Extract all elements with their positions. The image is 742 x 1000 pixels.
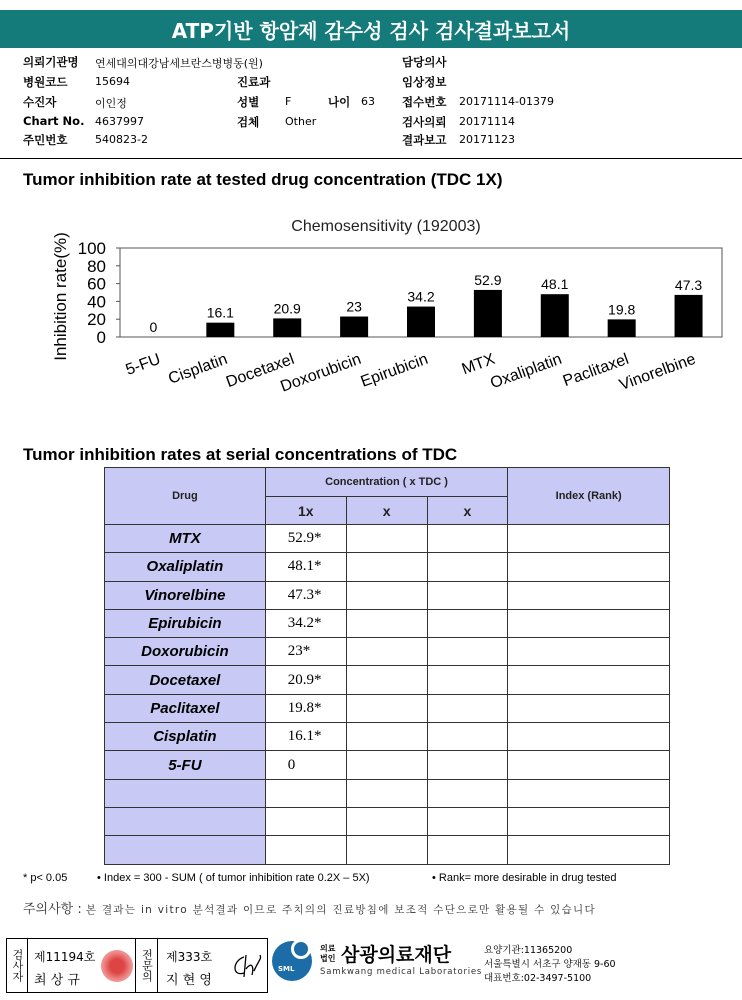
conc-x-value-cell <box>427 581 508 609</box>
y-tick-label: 80 <box>87 256 106 276</box>
conc-1x-value-cell <box>265 836 346 864</box>
age-label: 나이 <box>328 95 351 109</box>
report-date-value: 20171123 <box>459 133 515 146</box>
doctor-label: 담당의사 <box>402 55 447 69</box>
data-label: 20.9 <box>273 300 301 317</box>
caution-text: 본 결과는 in vitro 분석결과 이므로 주치의의 진료방침에 보조적 수단으로만 활용될 수 있습니다 <box>85 904 596 916</box>
x-tick-label: Doxorubicin <box>278 350 364 396</box>
table-row <box>105 779 670 807</box>
resident-no-value: 540823-2 <box>95 133 148 146</box>
data-label: 47.3 <box>674 276 703 293</box>
chemosensitivity-chart <box>0 200 742 420</box>
y-axis-label: Inhibition rate(%) <box>51 232 70 361</box>
specimen-value: Other <box>285 115 317 128</box>
foundation-name: 삼광의료재단 <box>341 944 452 966</box>
resident-no-label: 주민번호 <box>23 133 68 147</box>
y-tick-label: 40 <box>87 292 106 312</box>
footnote-p-value: * p< 0.05 <box>23 872 68 884</box>
bar-docetaxel <box>273 318 301 337</box>
bar-oxaliplatin <box>541 294 569 337</box>
index-rank-cell <box>508 609 670 637</box>
x-tick-label: MTX <box>459 350 498 379</box>
conc-x-value-cell <box>427 666 508 694</box>
conc-1x-value-cell <box>265 779 346 807</box>
conc-1x-value-cell: 19.8* <box>265 694 346 722</box>
caution-note <box>23 898 596 917</box>
conc-1x-value-cell: 16.1* <box>265 723 346 751</box>
conc-1x-value-cell: 20.9* <box>265 666 346 694</box>
bar-cisplatin <box>206 323 234 337</box>
conc-x-value-cell <box>427 751 508 779</box>
handwritten-signature <box>230 951 264 981</box>
conc-x-value-cell <box>427 779 508 807</box>
conc-x-value-cell <box>346 553 427 581</box>
drug-name-cell: Cisplatin <box>105 723 266 751</box>
sex-value: F <box>285 95 292 108</box>
conc-x-header: x <box>427 497 508 525</box>
data-label: 52.9 <box>474 271 502 288</box>
foundation-prefix <box>320 944 335 964</box>
report-date-label: 결과보고 <box>402 133 447 147</box>
examiner-license: 제11194호 <box>34 950 96 964</box>
footnote-index: • Index = 300 - SUM ( of tumor inhibition rate 0.2X – 5X) <box>97 872 370 884</box>
index-rank-cell <box>508 836 670 864</box>
drug-name-cell <box>105 836 266 864</box>
clinical-info-label: 임상정보 <box>402 75 447 89</box>
specialist-name: 지 현 영 <box>166 973 212 988</box>
index-rank-cell <box>508 779 670 807</box>
conc-x-value-cell <box>346 723 427 751</box>
hospital-code-value: 15694 <box>95 75 130 88</box>
specimen-label: 검체 <box>237 115 260 129</box>
conc-x-value-cell <box>346 807 427 835</box>
conc-x-value-cell <box>346 694 427 722</box>
foundation-contact <box>484 944 616 986</box>
footnote-rank: • Rank= more desirable in drug tested <box>432 872 617 884</box>
index-rank-cell <box>508 694 670 722</box>
examiner-seal-stamp <box>101 950 133 982</box>
concentration-header: Concentration ( x TDC ) <box>265 468 508 497</box>
conc-1x-value-cell: 52.9* <box>265 525 346 553</box>
bar-paclitaxel <box>608 319 636 337</box>
conc-x-value-cell <box>346 609 427 637</box>
x-tick-label: Cisplatin <box>166 350 230 388</box>
conc-1x-value-cell: 23* <box>265 638 346 666</box>
index-rank-cell <box>508 723 670 751</box>
institution-code: 요양기관:11365200 <box>484 945 573 956</box>
chart-no-label: Chart No. <box>23 114 85 128</box>
drug-name-cell: MTX <box>105 525 266 553</box>
index-rank-cell <box>508 581 670 609</box>
conc-1x-value-cell: 0 <box>265 751 346 779</box>
foundation-prefix-1: 의료 <box>320 944 336 953</box>
x-tick-label: Epirubicin <box>358 350 431 391</box>
y-tick-label: 60 <box>87 274 106 294</box>
conc-1x-value-cell <box>265 807 346 835</box>
chart-no-value: 4637997 <box>95 115 144 128</box>
receiver-label: 수진자 <box>23 95 57 109</box>
department-label: 진료과 <box>237 75 271 89</box>
bar-vinorelbine <box>675 295 703 337</box>
conc-x-value-cell <box>427 836 508 864</box>
conc-x-value-cell <box>346 581 427 609</box>
examiner-label: 검사자 <box>7 939 28 992</box>
index-rank-cell <box>508 666 670 694</box>
table-row <box>105 694 670 722</box>
conc-x-value-cell <box>427 609 508 637</box>
x-tick-label: 5-FU <box>123 350 163 379</box>
conc-x-value-cell <box>427 723 508 751</box>
conc-x-value-cell <box>427 525 508 553</box>
y-tick-label: 100 <box>77 239 106 258</box>
tdc-table <box>104 467 670 865</box>
logo-text: SML <box>278 965 295 973</box>
drug-header: Drug <box>105 468 266 525</box>
table-row <box>105 609 670 637</box>
x-tick-label: Vinorelbine <box>617 350 698 395</box>
request-date-value: 20171114 <box>459 115 515 128</box>
conc-x-value-cell <box>346 779 427 807</box>
index-rank-cell <box>508 553 670 581</box>
sml-logo <box>272 941 312 981</box>
age-value: 63 <box>361 95 375 108</box>
hospital-code-label: 병원코드 <box>23 75 68 89</box>
bar-epirubicin <box>407 307 435 337</box>
logo-dot <box>291 939 311 959</box>
examiner-name: 최 상 규 <box>34 973 80 988</box>
x-tick-label: Oxaliplatin <box>488 350 565 393</box>
caution-label: 주의사항 : <box>23 902 82 917</box>
conc-1x-value-cell: 48.1* <box>265 553 346 581</box>
request-date-label: 검사의뢰 <box>402 115 447 129</box>
drug-name-cell: Docetaxel <box>105 666 266 694</box>
conc-x-value-cell <box>427 638 508 666</box>
drug-name-cell: Epirubicin <box>105 609 266 637</box>
sex-label: 성별 <box>237 95 260 109</box>
data-label: 16.1 <box>206 304 234 321</box>
table-row <box>105 836 670 864</box>
table-row <box>105 581 670 609</box>
foundation-prefix-2: 법인 <box>320 954 336 963</box>
conc-x-value-cell <box>346 638 427 666</box>
institution-value: 연세대의대강남세브란스병병동(원) <box>95 57 263 70</box>
info-divider <box>0 158 742 159</box>
conc-1x-header: 1x <box>265 497 346 525</box>
specialist-license: 제333호 <box>166 950 213 964</box>
signature-box <box>6 938 268 993</box>
drug-name-cell: 5-FU <box>105 751 266 779</box>
index-rank-cell <box>508 525 670 553</box>
conc-x-value-cell <box>427 694 508 722</box>
specialist-label: 전문의 <box>136 939 158 992</box>
section2-title: Tumor inhibition rates at serial concentrations of TDC <box>23 445 458 464</box>
conc-x-value-cell <box>346 836 427 864</box>
table-row <box>105 638 670 666</box>
bar-doxorubicin <box>340 317 368 337</box>
index-rank-header: Index (Rank) <box>508 468 670 525</box>
specialist-cell <box>158 939 267 992</box>
data-label: 19.8 <box>608 301 636 318</box>
conc-x-value-cell <box>346 751 427 779</box>
conc-x-header: x <box>346 497 427 525</box>
x-tick-label: Docetaxel <box>223 350 297 392</box>
patient-info <box>0 52 742 154</box>
institution-label: 의뢰기관명 <box>23 55 79 69</box>
y-tick-label: 20 <box>87 310 106 330</box>
table-row <box>105 666 670 694</box>
data-label: 34.2 <box>407 288 435 305</box>
conc-1x-value-cell: 34.2* <box>265 609 346 637</box>
foundation-address: 서울특별시 서초구 양재동 9-60 <box>484 959 616 970</box>
foundation-english-name: Samkwang medical Laboratories <box>320 967 483 977</box>
table-row <box>105 807 670 835</box>
data-label: 48.1 <box>541 276 569 293</box>
conc-x-value-cell <box>427 553 508 581</box>
drug-name-cell: Oxaliplatin <box>105 553 266 581</box>
reception-no-value: 20171114-01379 <box>459 95 554 108</box>
conc-1x-value-cell: 47.3* <box>265 581 346 609</box>
examiner-cell <box>28 939 136 992</box>
drug-name-cell <box>105 807 266 835</box>
drug-name-cell <box>105 779 266 807</box>
table-row <box>105 525 670 553</box>
data-label: 0 <box>149 319 158 335</box>
receiver-value: 이인정 <box>95 97 127 110</box>
y-tick-label: 0 <box>96 328 106 347</box>
reception-no-label: 접수번호 <box>402 95 447 109</box>
data-label: 23 <box>346 298 362 315</box>
index-rank-cell <box>508 638 670 666</box>
index-rank-cell <box>508 751 670 779</box>
foundation-phone: 대표번호:02-3497-5100 <box>484 973 592 984</box>
drug-name-cell: Vinorelbine <box>105 581 266 609</box>
table-row <box>105 723 670 751</box>
drug-name-cell: Doxorubicin <box>105 638 266 666</box>
table-row <box>105 751 670 779</box>
x-tick-label: Paclitaxel <box>560 350 632 391</box>
index-rank-cell <box>508 807 670 835</box>
bar-mtx <box>474 290 502 337</box>
conc-x-value-cell <box>346 666 427 694</box>
table-row <box>105 553 670 581</box>
chart-title: Chemosensitivity (192003) <box>291 218 481 235</box>
section1-title: Tumor inhibition rate at tested drug concentration (TDC 1X) <box>23 170 503 189</box>
conc-x-value-cell <box>346 525 427 553</box>
conc-x-value-cell <box>427 807 508 835</box>
report-title: ATP기반 항암제 감수성 검사 검사결과보고서 <box>0 10 742 48</box>
drug-name-cell: Paclitaxel <box>105 694 266 722</box>
